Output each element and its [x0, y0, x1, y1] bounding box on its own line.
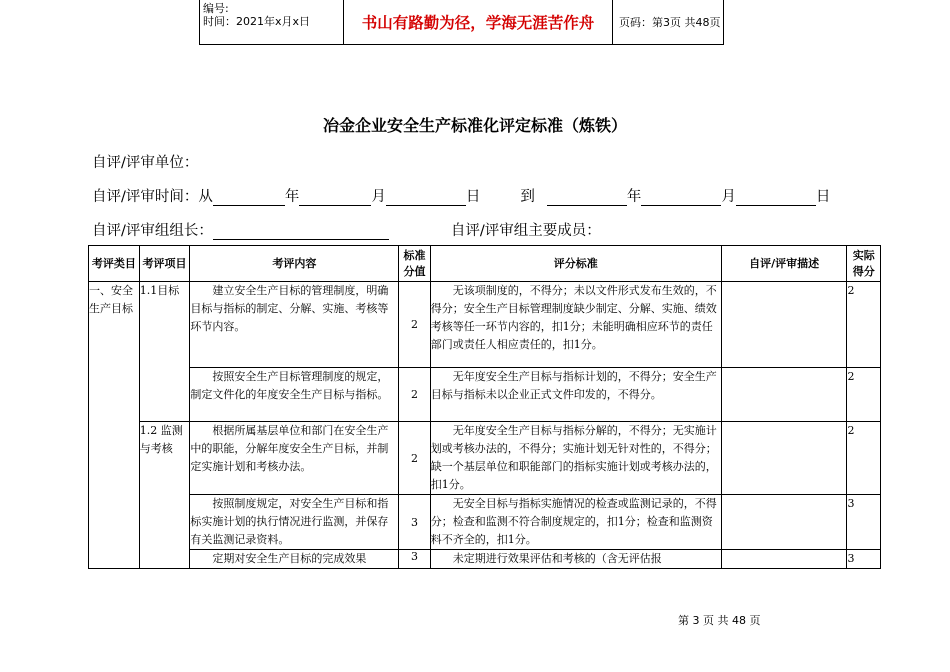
header-standard-score: 标准分值 [399, 246, 430, 282]
table-row [89, 282, 881, 368]
start-month-blank[interactable] [299, 190, 371, 206]
content-cell: 按照安全生产目标管理制度的规定，制定文件化的年度安全生产目标与指标。 [190, 368, 399, 422]
score-cell: 2 [399, 422, 430, 495]
description-cell[interactable] [721, 422, 847, 495]
criteria-cell: 无该项制度的，不得分；未以文件形式发布生效的，不得分；安全生产目标管理制度缺少制定、分解、实施、绩效考核等任一环节内容的，扣1分；未能明确相应环节的责任部门或责任人相应责任的，扣1分。 [430, 282, 721, 368]
end-day-blank[interactable] [736, 190, 816, 206]
number-label: 编号: [203, 2, 229, 15]
start-day-blank[interactable] [386, 190, 466, 206]
header-category: 考评类目 [89, 246, 140, 282]
score-cell: 2 [399, 282, 430, 368]
table-row [89, 422, 881, 495]
header-actual: 实际得分 [847, 246, 881, 282]
start-year-blank[interactable] [213, 190, 285, 206]
header-description: 自评/评审描述 [721, 246, 847, 282]
score-cell: 3 [399, 550, 430, 569]
evaluation-table [88, 245, 881, 569]
table-row [89, 550, 881, 569]
content-cell: 按照制度规定，对安全生产目标和指标实施计划的执行情况进行监测，并保存有关监测记录资料。 [190, 495, 399, 550]
day-label: 日 [465, 189, 481, 205]
month-label: 月 [721, 189, 736, 205]
actual-cell[interactable]: 2 [847, 282, 881, 368]
table-header-row [89, 246, 881, 282]
criteria-cell: 无安全目标与指标实施情况的检查或监测记录的，不得分；检查和监测不符合制度规定的，扣1分；检查和监测资料不齐全的，扣1分。 [430, 495, 721, 550]
date-label: 时间：2021年x月x日 [203, 15, 311, 28]
end-year-blank[interactable] [547, 190, 627, 206]
criteria-cell: 无年度安全生产目标与指标计划的，不得分；安全生产目标与指标未以企业正式文件印发的，不得分。 [430, 368, 721, 422]
unit-line [92, 151, 198, 172]
description-cell[interactable] [721, 495, 847, 550]
month-label: 月 [371, 189, 386, 205]
leader-label: 自评/评审组组长： [92, 223, 213, 239]
header-page-label: 页码：第3页 共48页 [619, 16, 721, 29]
unit-label: 自评/评审单位： [92, 155, 199, 171]
header-left [200, 0, 344, 44]
end-month-blank[interactable] [641, 190, 721, 206]
page-footer: 第 3 页 共 48 页 [678, 614, 761, 627]
category-cell: 一、安全生产目标 [89, 282, 140, 569]
time-label: 自评/评审时间：从 [92, 189, 213, 205]
time-line [92, 185, 830, 206]
day-label: 日 [815, 189, 831, 205]
header-slogan: 书山有路勤为径，学海无涯苦作舟 [344, 0, 613, 44]
table-row [89, 495, 881, 550]
score-cell: 2 [399, 368, 430, 422]
header-criteria: 评分标准 [430, 246, 721, 282]
criteria-cell: 未定期进行效果评估和考核的（含无评估报 [430, 550, 721, 569]
score-cell: 3 [399, 495, 430, 550]
actual-cell[interactable]: 3 [847, 495, 881, 550]
actual-cell[interactable]: 3 [847, 550, 881, 569]
leader-blank[interactable] [213, 224, 389, 240]
header-content: 考评内容 [190, 246, 399, 282]
leader-line [92, 219, 601, 240]
description-cell[interactable] [721, 368, 847, 422]
content-cell: 根据所属基层单位和部门在安全生产中的职能，分解年度安全生产目标，并制定实施计划和考核办法。 [190, 422, 399, 495]
actual-cell[interactable]: 2 [847, 368, 881, 422]
criteria-cell: 无年度安全生产目标与指标分解的，不得分；无实施计划或考核办法的，不得分；实施计划无针对性的，不得分；缺一个基层单位和职能部门的指标实施计划或考核办法的，扣1分。 [430, 422, 721, 495]
year-label: 年 [626, 189, 642, 205]
item-cell: 1.2 监测与考核 [139, 422, 190, 569]
page-header [199, 0, 724, 45]
actual-cell[interactable]: 2 [847, 422, 881, 495]
header-item: 考评项目 [139, 246, 190, 282]
description-cell[interactable] [721, 282, 847, 368]
to-label: 到 [520, 189, 535, 205]
item-cell: 1.1目标 [139, 282, 190, 422]
content-cell: 建立安全生产目标的管理制度，明确目标与指标的制定、分解、实施、考核等环节内容。 [190, 282, 399, 368]
table-row [89, 368, 881, 422]
content-cell: 定期对安全生产目标的完成效果 [190, 550, 399, 569]
document-title: 冶金企业安全生产标准化评定标准（炼铁） [322, 116, 627, 135]
members-label: 自评/评审组主要成员： [450, 223, 601, 239]
year-label: 年 [284, 189, 300, 205]
description-cell[interactable] [721, 550, 847, 569]
